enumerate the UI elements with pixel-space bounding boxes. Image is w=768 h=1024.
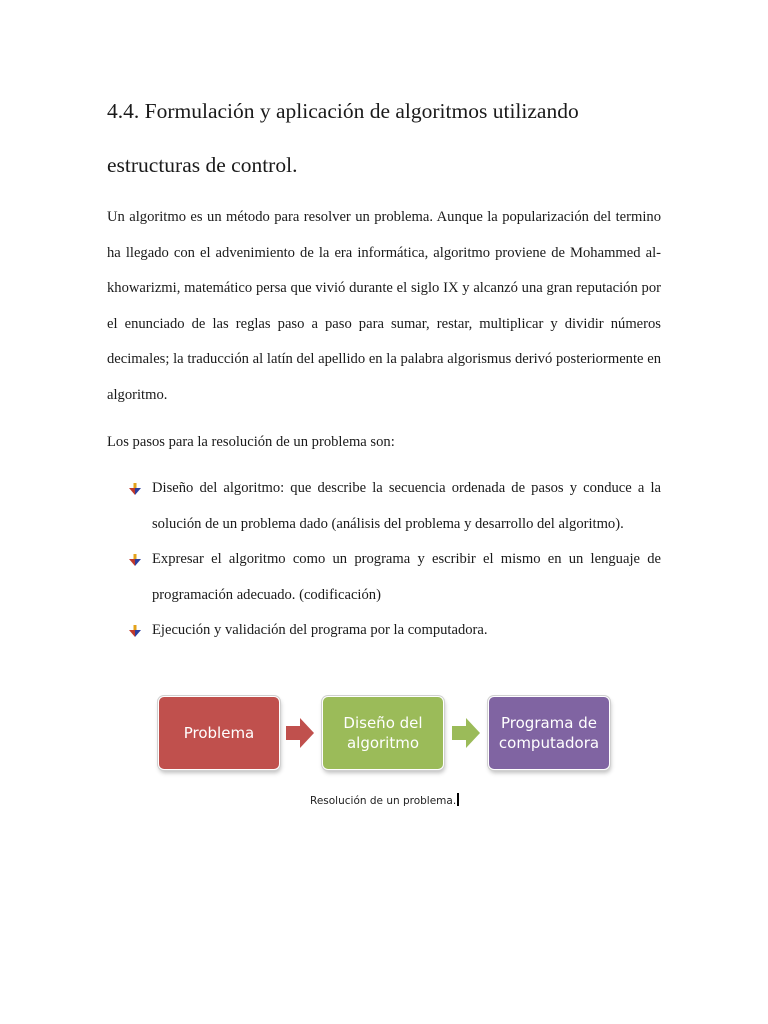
step-box-problema: Problema bbox=[158, 696, 280, 770]
section-heading: 4.4. Formulación y aplicación de algoritmos utilizando estructuras de control. bbox=[107, 99, 579, 177]
process-diagram bbox=[154, 694, 614, 774]
step-box-programa: Programa de computadora bbox=[488, 696, 610, 770]
step-box-diseno: Diseño del algoritmo bbox=[322, 696, 444, 770]
arrow-down-bullet-icon bbox=[129, 554, 141, 566]
steps-list bbox=[107, 471, 661, 649]
list-item-text: Diseño del algoritmo: que describe la secuencia ordenada de pasos y conduce a la solución de un problema dado (análisis del problema y desarrollo del algoritmo). bbox=[152, 480, 661, 532]
figure-caption bbox=[310, 793, 459, 807]
right-arrow-icon bbox=[452, 718, 480, 748]
list-item-text: Expresar el algoritmo como un programa y escribir el mismo en un lenguaje de programación adecuado. (codificación) bbox=[152, 551, 661, 603]
steps-intro-paragraph: Los pasos para la resolución de un problema son: bbox=[107, 434, 395, 450]
text-cursor bbox=[457, 793, 459, 806]
right-arrow-icon bbox=[286, 718, 314, 748]
caption-text: Resolución de un problema. bbox=[310, 795, 457, 807]
arrow-down-bullet-icon bbox=[129, 625, 141, 637]
arrow-down-bullet-icon bbox=[129, 483, 141, 495]
list-item bbox=[107, 542, 661, 613]
list-item bbox=[107, 613, 661, 649]
intro-paragraph: Un algoritmo es un método para resolver un problema. Aunque la popularización del termino ha llegado con el advenimiento de la era informática, algoritmo proviene de Mohammed al-khowarizmi, matemático persa que vivió durante el siglo IX y alcanzó una gran reputación por el enunciado de las reglas paso a paso para sumar, restar, multiplicar y dividir números decimales; la traducción al latín del apellido en la palabra algorismus derivó posteriormente en algoritmo. bbox=[107, 209, 661, 403]
list-item-text: Ejecución y validación del programa por la computadora. bbox=[152, 622, 488, 639]
list-item bbox=[107, 471, 661, 542]
